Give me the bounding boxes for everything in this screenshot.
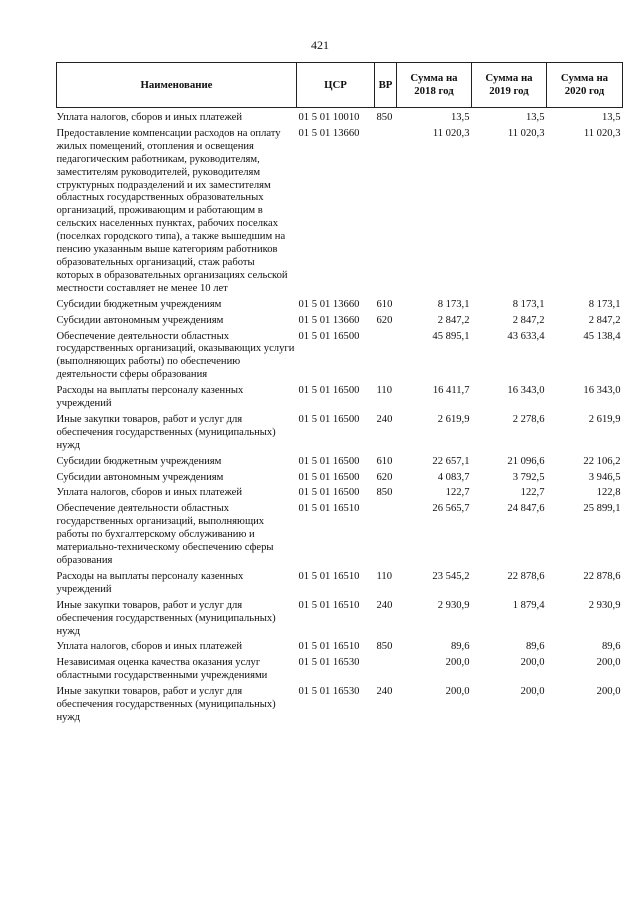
row-csr: 01 5 01 16500 [298,385,360,397]
table-row [57,312,623,328]
budget-table [56,62,623,725]
row-sum-2019: 16 343,0 [507,385,545,397]
row-vr: 850 [376,112,393,123]
row-csr: 01 5 01 16510 [298,570,360,582]
row-csr: 01 5 01 16530 [298,657,360,669]
table-row [57,654,623,683]
row-vr: 610 [376,298,393,310]
row-vr [375,500,397,568]
table-row [57,500,623,568]
row-sum-2019: 3 792,5 [512,471,545,483]
row-name: Расходы на выплаты персоналу казенных учреждений [56,385,244,410]
row-name: Субсидии бюджетным учреждениям [56,455,222,467]
row-vr: 110 [376,570,392,582]
row-name: Иные закупки товаров, работ и услуг для обеспечения государственных (муниципальных) нужд [56,686,276,723]
row-sum-2020: 200,0 [596,686,621,698]
row-name: Предоставление компенсации расходов на оплату жилых помещений, отопления и освещения педагогическим работникам, руководителям, заместителям руководителей, руководителям структурных подразделений и их заместителям областных государственных образовательных организаций, проживающим и работающим в сельских населенных пунктах, рабочих поселках (поселках городского типа), а также вышедшим на пенсию указанным выше категориям работников образовательных организаций, стаж работы которых в образовательных организациях сельской местности составляет не менее 10 лет [56,127,288,294]
row-sum-2019: 22 878,6 [507,570,545,582]
row-sum-2019: 43 633,4 [507,330,545,342]
row-sum-2018: 200,0 [445,686,470,698]
row-sum-2020: 89,6 [601,641,621,653]
row-vr: 850 [376,641,393,653]
row-sum-2019: 11 020,3 [507,127,545,139]
row-sum-2019: 200,0 [520,657,545,669]
row-csr: 01 5 01 16500 [298,471,360,483]
page-number: 421 [311,38,329,52]
row-sum-2018: 8 173,1 [437,298,470,310]
row-sum-2018: 200,0 [445,657,470,669]
table-row [57,108,623,125]
row-sum-2020: 22 878,6 [583,570,621,582]
table-row [57,597,623,639]
row-vr: 240 [376,413,393,425]
row-sum-2018: 13,5 [450,112,470,123]
table-row [57,638,623,654]
header-vr: ВР [375,63,397,108]
row-sum-2018: 89,6 [450,641,470,653]
row-name: Уплата налогов, сборов и иных платежей [56,641,243,653]
header-sum-2018: Сумма на 2018 год [397,63,472,108]
row-sum-2018: 122,7 [445,487,470,499]
row-name: Субсидии автономным учреждениям [56,471,224,483]
row-sum-2019: 1 879,4 [512,599,545,611]
row-sum-2019: 8 173,1 [512,298,545,310]
row-name: Уплата налогов, сборов и иных платежей [56,487,243,499]
table-row [57,469,623,485]
row-vr: 620 [376,314,393,326]
row-csr: 01 5 01 16510 [298,503,360,515]
row-sum-2020: 45 138,4 [583,330,621,342]
row-vr [375,125,397,296]
row-sum-2018: 26 565,7 [432,503,470,515]
row-vr: 240 [376,599,393,611]
row-sum-2018: 2 847,2 [437,314,470,326]
table-row [57,411,623,453]
row-sum-2018: 11 020,3 [432,127,470,139]
table-row [57,125,623,296]
row-sum-2019: 89,6 [525,641,545,653]
row-sum-2020: 2 930,9 [588,599,621,611]
row-sum-2019: 24 847,6 [507,503,545,515]
table-row [57,484,623,500]
row-vr [375,654,397,683]
row-sum-2020: 8 173,1 [588,298,621,310]
table-row [57,683,623,725]
row-sum-2018: 45 895,1 [432,330,470,342]
row-sum-2019: 2 278,6 [512,413,545,425]
row-vr: 610 [376,455,393,467]
row-sum-2019: 13,5 [525,112,545,123]
row-sum-2019: 122,7 [520,487,545,499]
row-sum-2018: 22 657,1 [432,455,470,467]
row-csr: 01 5 01 10010 [298,112,360,123]
row-csr: 01 5 01 16500 [298,330,360,342]
row-sum-2020: 22 106,2 [583,455,621,467]
row-sum-2020: 122,8 [596,487,621,499]
row-sum-2020: 2 847,2 [588,314,621,326]
row-csr: 01 5 01 16510 [298,599,360,611]
row-name: Независимая оценка качества оказания услуг областными государственными учреждениями [56,657,268,682]
table-row [57,296,623,312]
row-name: Иные закупки товаров, работ и услуг для обеспечения государственных (муниципальных) нужд [56,599,276,637]
row-sum-2020: 16 343,0 [583,385,621,397]
row-name: Субсидии бюджетным учреждениям [56,298,222,310]
table-row [57,328,623,383]
row-sum-2018: 23 545,2 [432,570,470,582]
row-vr: 850 [376,487,393,499]
row-csr: 01 5 01 16530 [298,686,360,698]
row-sum-2020: 13,5 [601,112,621,123]
row-name: Уплата налогов, сборов и иных платежей [56,112,243,123]
row-sum-2020: 25 899,1 [583,503,621,515]
table-row [57,568,623,597]
row-name: Иные закупки товаров, работ и услуг для обеспечения государственных (муниципальных) нужд [56,413,276,451]
row-vr [375,328,397,383]
row-sum-2020: 11 020,3 [583,127,621,139]
table-row [57,453,623,469]
row-sum-2018: 4 083,7 [437,471,470,483]
row-sum-2020: 3 946,5 [588,471,621,483]
row-csr: 01 5 01 13660 [298,298,360,310]
row-name: Расходы на выплаты персоналу казенных учреждений [56,570,244,595]
row-name: Субсидии автономным учреждениям [56,314,224,326]
row-csr: 01 5 01 16500 [298,455,360,467]
row-csr: 01 5 01 13660 [298,127,360,139]
row-sum-2020: 2 619,9 [588,413,621,425]
row-sum-2018: 2 619,9 [437,413,470,425]
header-sum-2020: Сумма на 2020 год [547,63,623,108]
row-sum-2019: 2 847,2 [512,314,545,326]
row-csr: 01 5 01 16500 [298,413,360,425]
header-name: Наименование [57,63,297,108]
row-sum-2019: 21 096,6 [507,455,545,467]
table-header [57,63,623,108]
row-sum-2018: 2 930,9 [437,599,470,611]
header-sum-2019: Сумма на 2019 год [472,63,547,108]
row-name: Обеспечение деятельности областных государственных организаций, выполняющих работы по бухгалтерскому обслуживанию и материально-техническому обеспечению сферы образования [56,503,274,566]
row-vr: 620 [376,471,393,483]
row-sum-2018: 16 411,7 [432,385,470,397]
row-csr: 01 5 01 16500 [298,487,360,499]
row-sum-2019: 200,0 [520,686,545,698]
row-sum-2020: 200,0 [596,657,621,669]
row-vr: 240 [376,686,393,698]
row-csr: 01 5 01 16510 [298,641,360,653]
table-row [57,382,623,411]
header-csr: ЦСР [297,63,375,108]
row-name: Обеспечение деятельности областных государственных организаций, оказывающих услуги (выполняющих работы) по обеспечению деятельности сферы образования [56,330,295,381]
row-vr: 110 [376,385,392,397]
table-body [57,108,623,725]
row-csr: 01 5 01 13660 [298,314,360,326]
